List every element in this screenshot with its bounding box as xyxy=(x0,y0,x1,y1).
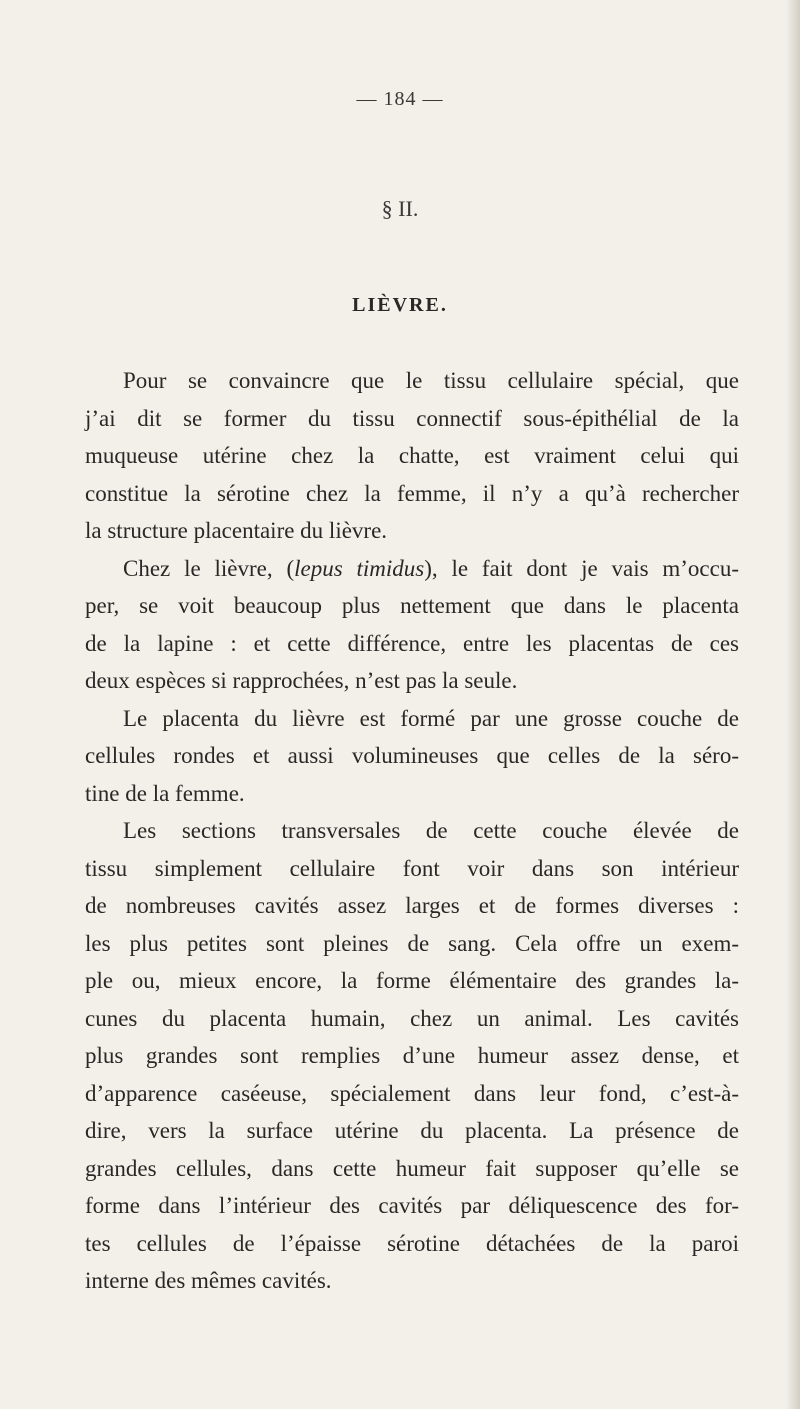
page-number: — 184 — xyxy=(356,88,444,110)
text-line: ple ou, mieux encore, la forme élémentaire des grandes la- xyxy=(85,968,739,993)
text-line: forme dans l’intérieur des cavités par déliquescence des for- xyxy=(85,1193,739,1218)
text-line: muqueuse utérine chez la chatte, est vraiment celui qui xyxy=(85,443,739,468)
text-fragment: ), le fait dont je vais m’occu- xyxy=(424,555,739,581)
text-line: interne des mêmes cavités. xyxy=(85,1268,332,1293)
text-line: Les sections transversales de cette couche élevée de xyxy=(123,818,739,843)
text-line: deux espèces si rapprochées, n’est pas la seule. xyxy=(85,668,518,693)
text-line: tes cellules de l’épaisse sérotine détachées de la paroi xyxy=(85,1230,739,1256)
text-line: constitue la sérotine chez la femme, il n’y a qu’à rechercher xyxy=(85,480,739,506)
text-line: la structure placentaire du lièvre. xyxy=(85,518,388,543)
text-line: j’ai dit se former du tissu connectif sous-épithélial de la xyxy=(85,405,739,431)
text-line xyxy=(85,550,739,588)
text-line: d’apparence caséeuse, spécialement dans leur fond, c’est-à- xyxy=(85,1080,739,1106)
species-name: lepus timidus xyxy=(294,555,425,581)
text-line: de nombreuses cavités assez larges et de formes diverses : xyxy=(85,893,739,918)
text-line: plus grandes sont remplies d’une humeur assez dense, et xyxy=(85,1043,739,1068)
text-line: Le placenta du lièvre est formé par une grosse couche de xyxy=(123,705,739,731)
text-line: tine de la femme. xyxy=(85,780,245,806)
text-fragment: Chez le lièvre, ( xyxy=(123,555,295,581)
text-line: Pour se convaincre que le tissu cellulaire spécial, que xyxy=(123,368,739,393)
text-line: grandes cellules, dans cette humeur fait supposer qu’elle se xyxy=(85,1155,739,1181)
chapter-title: LIÈVRE. xyxy=(352,294,448,316)
text-line: de la lapine : et cette différence, entre les placentas de ces xyxy=(85,630,739,656)
paragraph-2 xyxy=(85,550,739,700)
body-text xyxy=(85,362,739,1300)
text-line: cunes du placenta humain, chez un animal. Les cavités xyxy=(85,1005,739,1031)
paragraph-3 xyxy=(85,700,739,813)
text-line: les plus petites sont pleines de sang. Cela offre un exem- xyxy=(85,930,739,956)
text-line: per, se voit beaucoup plus nettement que dans le placenta xyxy=(85,593,739,618)
text-line: cellules rondes et aussi volumineuses que celles de la séro- xyxy=(85,743,739,768)
text-line: tissu simplement cellulaire font voir dans son intérieur xyxy=(85,855,739,881)
paragraph-4 xyxy=(85,812,739,1300)
section-heading: § II. xyxy=(381,196,419,221)
paragraph-1 xyxy=(85,362,739,550)
text-line: dire, vers la surface utérine du placenta. La présence de xyxy=(85,1118,739,1143)
